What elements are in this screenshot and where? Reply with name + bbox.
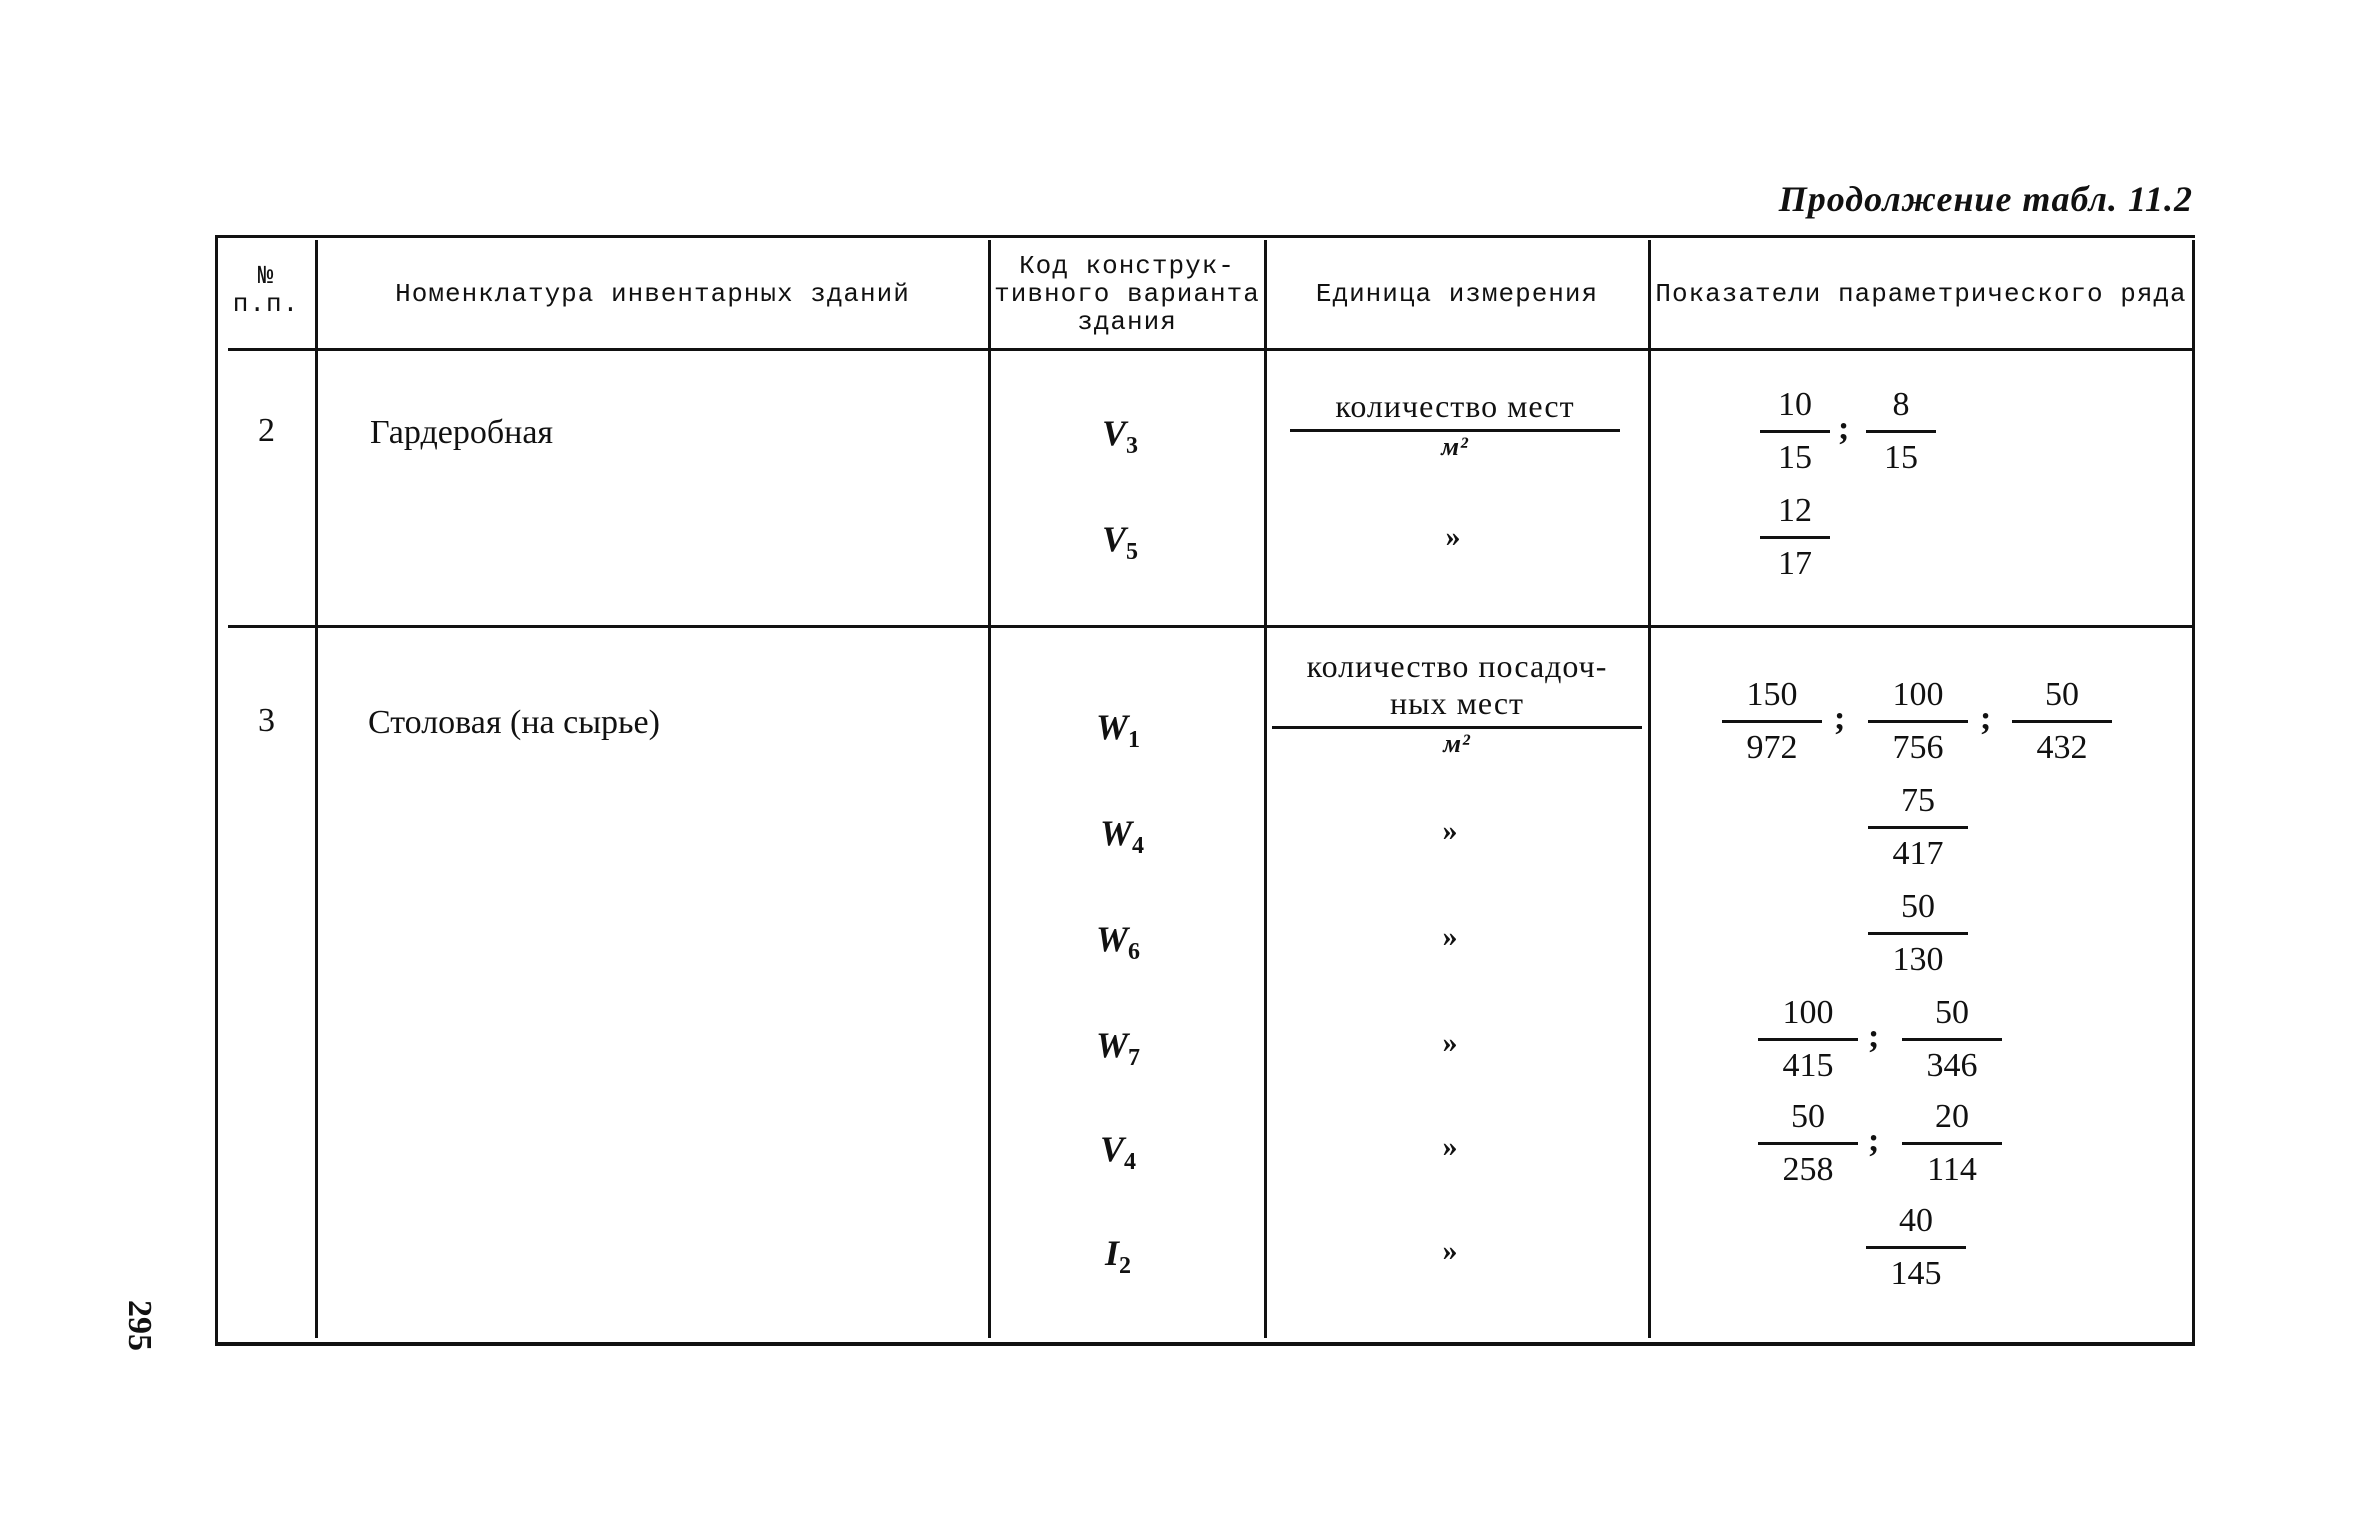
unit-of-measure [1272, 648, 1642, 759]
header-unit-text: Единица измерения [1315, 279, 1599, 309]
ditto-mark: » [1442, 1026, 1458, 1059]
unit-denominator: м² [1443, 729, 1471, 758]
header-code-line2: тивного варианта [994, 279, 1260, 309]
col-divider-num [315, 240, 318, 1338]
header-number-text: № п.п. [232, 261, 300, 319]
ditto-mark: » [1442, 1234, 1458, 1267]
col-divider-name [988, 240, 991, 1338]
unit-numerator: количество мест [1290, 388, 1620, 432]
header-code-line1: Код конструк- [1019, 251, 1235, 281]
header-bottom-rule [228, 348, 2195, 351]
param-fraction: $\frac{150}{972}$ [1722, 676, 1822, 767]
fraction-separator: ; [1834, 700, 1846, 737]
fraction-separator: ; [1838, 410, 1850, 447]
unit-of-measure [1290, 388, 1620, 462]
param-fraction: $\frac{8}{15}$ [1866, 386, 1936, 477]
row-number: 2 [258, 412, 275, 449]
col-divider-code [1264, 240, 1267, 1338]
page-number: 295 [121, 1300, 158, 1351]
table-left-border [215, 235, 218, 1345]
header-unit [1268, 280, 1646, 308]
col-divider-unit [1648, 240, 1651, 1338]
param-fraction: $\frac{50}{346}$ [1902, 994, 2002, 1085]
header-code-line3: здания [1077, 307, 1177, 337]
row-name: Гардеробная [370, 414, 554, 451]
table-bottom-rule [215, 1342, 2195, 1346]
design-code: $W_1$ [1095, 707, 1140, 754]
header-params [1652, 280, 2190, 308]
header-code [992, 252, 1262, 336]
param-fraction: $\frac{10}{15}$ [1760, 386, 1830, 477]
row-separator [228, 625, 2195, 628]
param-fraction: $\frac{12}{17}$ [1760, 492, 1830, 583]
row-name: Столовая (на сырье) [368, 704, 660, 741]
fraction-separator: ; [1980, 700, 1992, 737]
design-code: $I_2$ [1104, 1233, 1131, 1280]
design-code: $W_7$ [1095, 1025, 1140, 1072]
design-code: $W_6$ [1095, 919, 1140, 966]
header-number [220, 262, 312, 318]
ditto-mark: » [1442, 1130, 1458, 1163]
header-name [320, 280, 985, 308]
ditto-mark: » [1442, 814, 1458, 847]
row-number: 3 [258, 702, 275, 739]
fraction-separator: ; [1868, 1018, 1880, 1055]
fraction-separator: ; [1868, 1122, 1880, 1159]
unit-numerator-line1: количество посадоч- [1306, 648, 1608, 684]
ditto-mark: » [1445, 520, 1461, 553]
table-top-rule [215, 235, 2195, 238]
param-fraction: $\frac{50}{130}$ [1868, 888, 1968, 979]
unit-numerator-line2: ных мест [1272, 685, 1642, 729]
param-fraction: $\frac{100}{415}$ [1758, 994, 1858, 1085]
design-code: $V_4$ [1099, 1129, 1136, 1176]
design-code: $V_3$ [1101, 413, 1138, 460]
ditto-mark: » [1442, 920, 1458, 953]
header-name-text: Номенклатура инвентарных зданий [395, 279, 910, 309]
param-fraction: $\frac{75}{417}$ [1868, 782, 1968, 873]
design-code: $W_4$ [1099, 813, 1144, 860]
design-code: $V_5$ [1101, 519, 1138, 566]
param-fraction: $\frac{50}{258}$ [1758, 1098, 1858, 1189]
param-fraction: $\frac{100}{756}$ [1868, 676, 1968, 767]
table-caption: Продолжение табл. 11.2 [1778, 179, 2193, 219]
unit-denominator: м² [1441, 432, 1469, 461]
param-fraction: $\frac{20}{114}$ [1902, 1098, 2002, 1189]
param-fraction: $\frac{50}{432}$ [2012, 676, 2112, 767]
header-params-text: Показатели параметрического ряда [1655, 279, 2187, 309]
param-fraction: $\frac{40}{145}$ [1866, 1202, 1966, 1293]
table-right-border [2192, 240, 2195, 1345]
